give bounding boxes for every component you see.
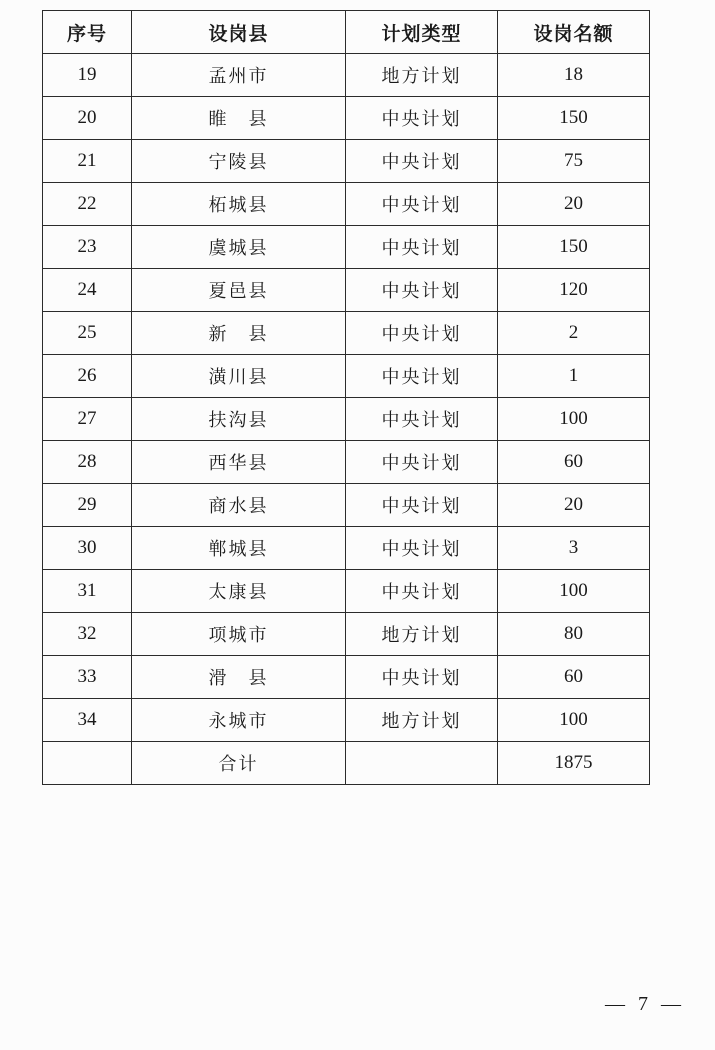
cell-quota: 100 bbox=[498, 699, 650, 742]
cell-serial: 32 bbox=[43, 613, 132, 656]
cell-county: 滑 县 bbox=[132, 656, 346, 699]
total-row bbox=[43, 742, 650, 785]
cell-plan-type: 地方计划 bbox=[346, 613, 498, 656]
cell-county: 太康县 bbox=[132, 570, 346, 613]
cell-plan-type: 中央计划 bbox=[346, 355, 498, 398]
cell-county: 宁陵县 bbox=[132, 140, 346, 183]
table-row bbox=[43, 140, 650, 183]
cell-quota: 20 bbox=[498, 183, 650, 226]
table-row bbox=[43, 613, 650, 656]
cell-plan-type: 中央计划 bbox=[346, 441, 498, 484]
cell-serial: 23 bbox=[43, 226, 132, 269]
cell-serial: 25 bbox=[43, 312, 132, 355]
quota-table bbox=[42, 10, 650, 785]
header-quota: 设岗名额 bbox=[498, 11, 650, 54]
cell-county: 虞城县 bbox=[132, 226, 346, 269]
table-row bbox=[43, 355, 650, 398]
table-row bbox=[43, 699, 650, 742]
cell-county: 扶沟县 bbox=[132, 398, 346, 441]
cell-county: 永城市 bbox=[132, 699, 346, 742]
cell-quota: 150 bbox=[498, 226, 650, 269]
table-row bbox=[43, 97, 650, 140]
cell-plan-type: 中央计划 bbox=[346, 97, 498, 140]
cell-plan-type: 中央计划 bbox=[346, 484, 498, 527]
cell-quota: 1 bbox=[498, 355, 650, 398]
cell-serial: 29 bbox=[43, 484, 132, 527]
cell-serial: 27 bbox=[43, 398, 132, 441]
cell-county: 西华县 bbox=[132, 441, 346, 484]
cell-serial: 33 bbox=[43, 656, 132, 699]
cell-serial: 34 bbox=[43, 699, 132, 742]
cell-county: 商水县 bbox=[132, 484, 346, 527]
cell-serial: 24 bbox=[43, 269, 132, 312]
table-row bbox=[43, 527, 650, 570]
table-row bbox=[43, 484, 650, 527]
header-plan-type: 计划类型 bbox=[346, 11, 498, 54]
cell-plan-type: 中央计划 bbox=[346, 570, 498, 613]
cell-quota: 100 bbox=[498, 570, 650, 613]
cell-plan-type: 地方计划 bbox=[346, 54, 498, 97]
table-row bbox=[43, 441, 650, 484]
cell-serial: 20 bbox=[43, 97, 132, 140]
cell-quota: 20 bbox=[498, 484, 650, 527]
table-row bbox=[43, 54, 650, 97]
table-row bbox=[43, 312, 650, 355]
cell-county: 郸城县 bbox=[132, 527, 346, 570]
cell-serial: 30 bbox=[43, 527, 132, 570]
cell-serial: 26 bbox=[43, 355, 132, 398]
cell-plan-type: 中央计划 bbox=[346, 312, 498, 355]
cell-serial: 28 bbox=[43, 441, 132, 484]
cell-quota: 18 bbox=[498, 54, 650, 97]
header-serial: 序号 bbox=[43, 11, 132, 54]
cell-quota: 150 bbox=[498, 97, 650, 140]
table-row bbox=[43, 183, 650, 226]
table-row bbox=[43, 398, 650, 441]
table-body bbox=[43, 54, 650, 742]
cell-county: 夏邑县 bbox=[132, 269, 346, 312]
cell-county: 新 县 bbox=[132, 312, 346, 355]
cell-serial: 22 bbox=[43, 183, 132, 226]
total-plan-cell bbox=[346, 742, 498, 785]
cell-quota: 75 bbox=[498, 140, 650, 183]
cell-quota: 120 bbox=[498, 269, 650, 312]
cell-serial: 21 bbox=[43, 140, 132, 183]
cell-county: 项城市 bbox=[132, 613, 346, 656]
cell-quota: 80 bbox=[498, 613, 650, 656]
cell-serial: 19 bbox=[43, 54, 132, 97]
table-header-row bbox=[43, 11, 650, 54]
cell-plan-type: 中央计划 bbox=[346, 398, 498, 441]
table-row bbox=[43, 570, 650, 613]
cell-quota: 100 bbox=[498, 398, 650, 441]
cell-plan-type: 中央计划 bbox=[346, 183, 498, 226]
page-number: — 7 — bbox=[605, 993, 685, 1015]
total-label: 合计 bbox=[132, 742, 346, 785]
total-serial-cell bbox=[43, 742, 132, 785]
cell-serial: 31 bbox=[43, 570, 132, 613]
cell-plan-type: 中央计划 bbox=[346, 226, 498, 269]
cell-quota: 3 bbox=[498, 527, 650, 570]
cell-county: 潢川县 bbox=[132, 355, 346, 398]
cell-county: 睢 县 bbox=[132, 97, 346, 140]
cell-plan-type: 中央计划 bbox=[346, 527, 498, 570]
cell-quota: 60 bbox=[498, 656, 650, 699]
cell-quota: 2 bbox=[498, 312, 650, 355]
table-row bbox=[43, 656, 650, 699]
cell-county: 孟州市 bbox=[132, 54, 346, 97]
total-quota: 1875 bbox=[498, 742, 650, 785]
table-row bbox=[43, 269, 650, 312]
header-county: 设岗县 bbox=[132, 11, 346, 54]
cell-plan-type: 中央计划 bbox=[346, 656, 498, 699]
cell-plan-type: 中央计划 bbox=[346, 140, 498, 183]
cell-county: 柘城县 bbox=[132, 183, 346, 226]
cell-plan-type: 地方计划 bbox=[346, 699, 498, 742]
cell-quota: 60 bbox=[498, 441, 650, 484]
table-row bbox=[43, 226, 650, 269]
cell-plan-type: 中央计划 bbox=[346, 269, 498, 312]
